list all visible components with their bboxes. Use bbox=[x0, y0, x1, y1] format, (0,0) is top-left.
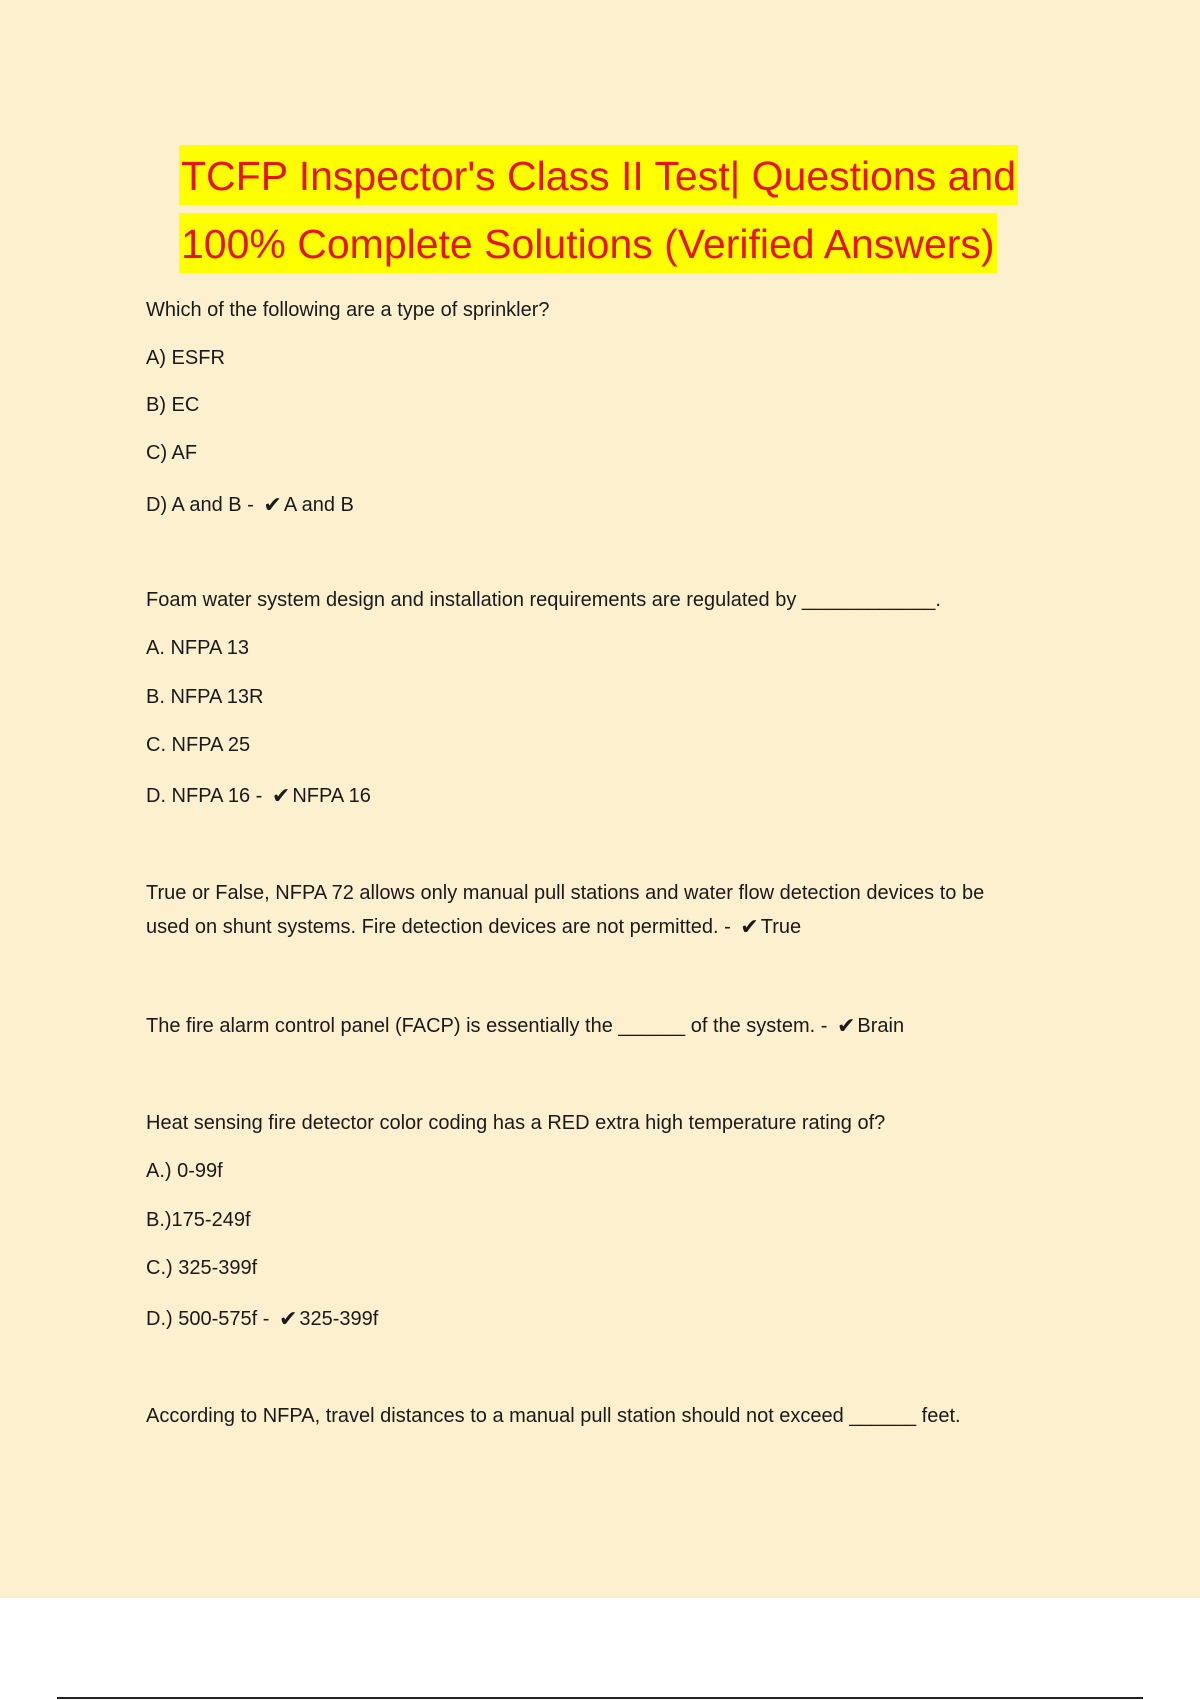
answer-option: A.) 0-99f bbox=[146, 1160, 223, 1182]
verified-answer: A and B bbox=[283, 494, 354, 516]
check-mark-icon: ✔ bbox=[263, 493, 282, 518]
answer-option: B. NFPA 13R bbox=[146, 686, 264, 708]
title-line-2: 100% Complete Solutions (Verified Answers) bbox=[179, 213, 997, 273]
verified-answer: NFPA 16 bbox=[292, 785, 371, 807]
answer-option: A. NFPA 13 bbox=[146, 637, 250, 659]
answer-option: B) EC bbox=[146, 394, 200, 416]
answer-option-with-solution bbox=[146, 488, 354, 523]
answer-option: C) AF bbox=[146, 442, 198, 464]
answer-option: C.) 325-399f bbox=[146, 1257, 258, 1279]
document-title bbox=[179, 145, 1059, 281]
check-mark-icon: ✔ bbox=[836, 1014, 856, 1039]
answer-option: D.) 500-575f - bbox=[146, 1308, 275, 1330]
answer-option: D) A and B - bbox=[146, 494, 260, 516]
question-text-with-solution bbox=[146, 1009, 904, 1044]
answer-option: D. NFPA 16 - bbox=[146, 785, 268, 807]
check-mark-icon: ✔ bbox=[278, 1307, 298, 1332]
question-text: According to NFPA, travel distances to a manual pull station should not exceed ______ feet. bbox=[146, 1405, 961, 1427]
answer-option: B.)175-249f bbox=[146, 1209, 251, 1231]
check-mark-icon: ✔ bbox=[271, 784, 291, 809]
answer-option: C. NFPA 25 bbox=[146, 734, 251, 756]
answer-option-with-solution bbox=[146, 779, 371, 814]
question-text: Heat sensing fire detector color coding has a RED extra high temperature rating of? bbox=[146, 1112, 886, 1134]
question-text: The fire alarm control panel (FACP) is essentially the ______ of the system. - bbox=[146, 1015, 833, 1037]
footer-divider bbox=[57, 1697, 1143, 1699]
question-text-with-solution bbox=[146, 910, 801, 945]
answer-option: A) ESFR bbox=[146, 347, 225, 369]
answer-option-with-solution bbox=[146, 1302, 378, 1337]
verified-answer: True bbox=[760, 916, 802, 938]
verified-answer: Brain bbox=[857, 1015, 905, 1037]
title-line-1: TCFP Inspector's Class II Test| Questions and bbox=[179, 145, 1018, 205]
check-mark-icon: ✔ bbox=[740, 915, 759, 940]
question-text: Which of the following are a type of sprinkler? bbox=[146, 299, 550, 321]
verified-answer: 325-399f bbox=[299, 1308, 379, 1330]
question-text-line-1: True or False, NFPA 72 allows only manual pull stations and water flow detection devices to be bbox=[146, 882, 985, 904]
question-text-line-2: used on shunt systems. Fire detection devices are not permitted. - bbox=[146, 916, 737, 938]
question-text: Foam water system design and installation requirements are regulated by ____________. bbox=[146, 589, 941, 611]
